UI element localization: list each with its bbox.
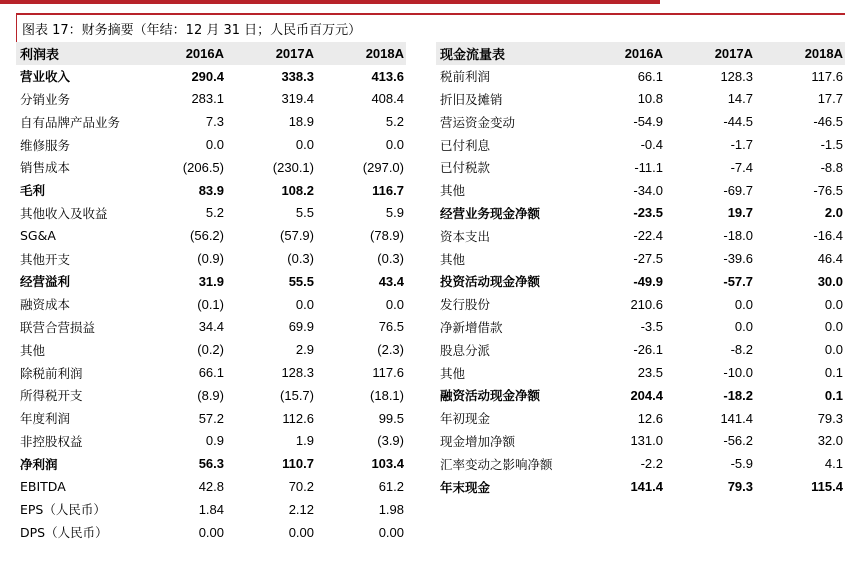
value-cell: 17.7 (817, 91, 843, 107)
income-row (16, 156, 406, 179)
value-cell: -11.1 (634, 159, 663, 175)
value-cell: 290.4 (191, 68, 224, 84)
income-row (16, 361, 406, 384)
value-cell: 131.0 (630, 433, 663, 449)
value-cell: 2.9 (295, 342, 314, 358)
income-row (16, 338, 406, 361)
value-cell: 5.5 (295, 205, 314, 221)
value-cell: 70.2 (288, 479, 314, 495)
value-cell: 128.3 (281, 365, 314, 381)
value-cell: (18.1) (370, 387, 404, 403)
value-cell: 1.98 (378, 501, 404, 517)
table-title-header: 现金流量表 (436, 42, 586, 65)
value-cell: 66.1 (198, 365, 224, 381)
value-cell: 0.0 (734, 319, 753, 335)
row-label: 分销业务 (20, 91, 71, 107)
value-cell: 56.3 (198, 456, 224, 472)
value-cell: -5.9 (730, 456, 753, 472)
value-cell: 0.0 (824, 319, 843, 335)
income-row (16, 65, 406, 88)
income-row (16, 179, 406, 202)
value-cell: 61.2 (378, 479, 404, 495)
value-cell: -54.9 (633, 114, 663, 130)
row-label: 非控股权益 (20, 433, 83, 449)
value-cell: 32.0 (817, 433, 843, 449)
value-cell: -7.4 (730, 159, 753, 175)
row-label: 毛利 (20, 183, 46, 199)
value-cell: -10.0 (723, 365, 753, 381)
value-cell: 5.9 (385, 205, 404, 221)
cashflow-row (436, 179, 845, 202)
row-label: 其他 (440, 251, 466, 267)
cashflow-header-row (436, 42, 845, 65)
income-row (16, 452, 406, 475)
income-row (16, 202, 406, 225)
value-cell: -26.1 (633, 342, 663, 358)
value-cell: -56.2 (723, 433, 753, 449)
value-cell: 115.4 (811, 479, 843, 495)
row-label: 汇率变动之影响净额 (440, 456, 553, 472)
value-cell: 0.0 (385, 296, 404, 312)
value-cell: 283.1 (191, 91, 224, 107)
cashflow-row (436, 202, 845, 225)
value-cell: (0.3) (377, 251, 404, 267)
value-cell: 0.0 (205, 137, 224, 153)
value-cell: 5.2 (385, 114, 404, 130)
value-cell: 0.0 (734, 296, 753, 312)
row-label: 已付税款 (440, 160, 491, 176)
value-cell: 108.2 (281, 182, 314, 198)
year-column-header: 2017A (226, 42, 316, 65)
value-cell: (0.2) (197, 342, 224, 358)
row-label: 维修服务 (20, 137, 71, 153)
income-row (16, 475, 406, 498)
value-cell: 117.6 (811, 68, 843, 84)
value-cell: -18.0 (723, 228, 753, 244)
value-cell: 30.0 (817, 273, 843, 289)
value-cell: 112.6 (282, 410, 314, 426)
row-label: 年末现金 (440, 479, 491, 495)
value-cell: 0.00 (378, 524, 404, 540)
value-cell: 319.4 (281, 91, 314, 107)
value-cell: -8.8 (820, 159, 843, 175)
income-header-row (16, 42, 406, 65)
value-cell: 0.0 (824, 342, 843, 358)
value-cell: (206.5) (182, 159, 224, 175)
row-label: 除税前利润 (20, 365, 83, 381)
income-row (16, 247, 406, 270)
value-cell: 103.4 (371, 456, 404, 472)
value-cell: 14.7 (727, 91, 753, 107)
value-cell: 0.1 (824, 387, 843, 403)
value-cell: 204.4 (630, 387, 663, 403)
row-label: 销售成本 (20, 160, 71, 176)
income-statement-table (16, 42, 406, 544)
value-cell: -69.7 (723, 182, 753, 198)
income-row (16, 430, 406, 453)
value-cell: -8.2 (730, 342, 753, 358)
cashflow-row (436, 452, 845, 475)
cashflow-row (436, 133, 845, 156)
value-cell: 0.0 (295, 137, 314, 153)
value-cell: 141.4 (630, 479, 663, 495)
row-label: 净新增借款 (440, 319, 503, 335)
top-accent-bar (0, 0, 660, 4)
row-label: EBITDA (20, 479, 66, 495)
value-cell: 413.6 (371, 68, 404, 84)
row-label: 融资活动现金净额 (440, 388, 541, 404)
income-row (16, 88, 406, 111)
cashflow-row (436, 338, 845, 361)
row-label: DPS（人民币） (20, 525, 108, 541)
value-cell: 2.12 (288, 501, 314, 517)
value-cell: (0.9) (197, 251, 224, 267)
value-cell: 1.84 (198, 501, 224, 517)
row-label: 经营业务现金净额 (440, 205, 541, 221)
value-cell: 99.5 (378, 410, 404, 426)
income-row (16, 316, 406, 339)
value-cell: (0.3) (287, 251, 314, 267)
income-row (16, 270, 406, 293)
cashflow-row (436, 88, 845, 111)
row-label: 已付利息 (440, 137, 491, 153)
value-cell: -0.4 (640, 137, 663, 153)
value-cell: 55.5 (288, 273, 314, 289)
value-cell: 5.2 (205, 205, 224, 221)
value-cell: -27.5 (633, 251, 663, 267)
value-cell: 69.9 (288, 319, 314, 335)
cashflow-row (436, 156, 845, 179)
value-cell: (56.2) (190, 228, 224, 244)
figure-title: 图表 17：财务摘要（年结：12 月 31 日；人民币百万元） (22, 23, 362, 38)
row-label: 净利润 (20, 456, 58, 472)
value-cell: 0.0 (824, 296, 843, 312)
value-cell: 34.4 (198, 319, 224, 335)
value-cell: -1.5 (820, 137, 843, 153)
value-cell: (0.1) (197, 296, 224, 312)
row-label: 其他 (440, 183, 466, 199)
cashflow-row (436, 65, 845, 88)
cashflow-row (436, 224, 845, 247)
income-row (16, 133, 406, 156)
value-cell: 116.7 (372, 182, 404, 198)
value-cell: 46.4 (817, 251, 843, 267)
value-cell: -23.5 (633, 205, 663, 221)
value-cell: 83.9 (198, 182, 224, 198)
value-cell: 76.5 (378, 319, 404, 335)
value-cell: (15.7) (280, 387, 314, 403)
row-label: 折旧及摊销 (440, 91, 503, 107)
income-row (16, 521, 406, 544)
value-cell: 0.00 (288, 524, 314, 540)
value-cell: 408.4 (371, 91, 404, 107)
value-cell: -76.5 (813, 182, 843, 198)
value-cell: 57.2 (198, 410, 224, 426)
value-cell: 141.4 (720, 410, 753, 426)
value-cell: 0.00 (198, 524, 224, 540)
value-cell: (2.3) (377, 342, 404, 358)
row-label: 税前利润 (440, 69, 491, 85)
value-cell: 19.7 (727, 205, 753, 221)
value-cell: -57.7 (723, 273, 753, 289)
row-label: 年度利润 (20, 411, 71, 427)
value-cell: -2.2 (640, 456, 663, 472)
value-cell: 0.0 (295, 296, 314, 312)
income-row (16, 224, 406, 247)
value-cell: 0.0 (385, 137, 404, 153)
income-row (16, 498, 406, 521)
row-label: 资本支出 (440, 228, 491, 244)
value-cell: -34.0 (633, 182, 663, 198)
year-column-header: 2016A (166, 42, 226, 65)
row-label: SG&A (20, 228, 56, 244)
value-cell: 128.3 (720, 68, 753, 84)
value-cell: 43.4 (378, 273, 404, 289)
value-cell: -1.7 (730, 137, 753, 153)
table-title-header: 利润表 (16, 42, 166, 65)
income-row (16, 407, 406, 430)
row-label: 其他收入及收益 (20, 205, 108, 221)
value-cell: -3.5 (640, 319, 663, 335)
value-cell: (8.9) (197, 387, 224, 403)
value-cell: (230.1) (272, 159, 314, 175)
value-cell: 1.9 (295, 433, 314, 449)
cashflow-row (436, 361, 845, 384)
value-cell: 338.3 (281, 68, 314, 84)
row-label: 发行股份 (440, 297, 491, 313)
income-row (16, 110, 406, 133)
value-cell: 210.6 (630, 296, 663, 312)
row-label: 所得税开支 (20, 388, 83, 404)
cashflow-row (436, 384, 845, 407)
cashflow-row (436, 430, 845, 453)
row-label: 联营合营损益 (20, 319, 96, 335)
value-cell: (297.0) (362, 159, 404, 175)
value-cell: (57.9) (280, 228, 314, 244)
value-cell: 0.1 (824, 365, 843, 381)
value-cell: -16.4 (813, 228, 843, 244)
cashflow-row (436, 316, 845, 339)
row-label: 经营溢利 (20, 274, 71, 290)
cashflow-row (436, 293, 845, 316)
cashflow-row (436, 475, 845, 498)
value-cell: 10.8 (637, 91, 663, 107)
value-cell: 117.6 (372, 365, 404, 381)
row-label: 现金增加净额 (440, 433, 516, 449)
value-cell: -22.4 (633, 228, 663, 244)
value-cell: 79.3 (817, 410, 843, 426)
cashflow-row (436, 110, 845, 133)
row-label: 营业收入 (20, 69, 71, 85)
row-label: 营运资金变动 (440, 114, 516, 130)
value-cell: 0.9 (205, 433, 224, 449)
cashflow-row (436, 270, 845, 293)
value-cell: 4.1 (824, 456, 843, 472)
value-cell: 12.6 (637, 410, 663, 426)
value-cell: -39.6 (723, 251, 753, 267)
row-label: 投资活动现金净额 (440, 274, 541, 290)
value-cell: (78.9) (370, 228, 404, 244)
value-cell: 18.9 (288, 114, 314, 130)
cash-flow-table (436, 42, 845, 498)
value-cell: -44.5 (723, 114, 753, 130)
row-label: 股息分派 (440, 342, 491, 358)
value-cell: 42.8 (198, 479, 224, 495)
income-row (16, 293, 406, 316)
row-label: 其他 (440, 365, 466, 381)
year-column-header: 2017A (665, 42, 755, 65)
row-label: 其他开支 (20, 251, 71, 267)
row-label: 年初现金 (440, 411, 491, 427)
value-cell: 23.5 (637, 365, 663, 381)
year-column-header: 2016A (586, 42, 665, 65)
value-cell: 79.3 (727, 479, 753, 495)
value-cell: -18.2 (723, 387, 753, 403)
value-cell: -46.5 (813, 114, 843, 130)
value-cell: 2.0 (824, 205, 843, 221)
row-label: EPS（人民币） (20, 502, 106, 518)
value-cell: 66.1 (637, 68, 663, 84)
value-cell: 31.9 (198, 273, 224, 289)
figure-title-box (16, 13, 845, 42)
value-cell: 7.3 (205, 114, 224, 130)
row-label: 自有品牌产品业务 (20, 114, 121, 130)
year-column-header: 2018A (316, 42, 406, 65)
cashflow-row (436, 247, 845, 270)
value-cell: (3.9) (377, 433, 404, 449)
row-label: 其他 (20, 342, 46, 358)
cashflow-row (436, 407, 845, 430)
year-column-header: 2018A (755, 42, 845, 65)
row-label: 融资成本 (20, 297, 71, 313)
income-row (16, 384, 406, 407)
value-cell: -49.9 (633, 273, 663, 289)
value-cell: 110.7 (282, 456, 314, 472)
